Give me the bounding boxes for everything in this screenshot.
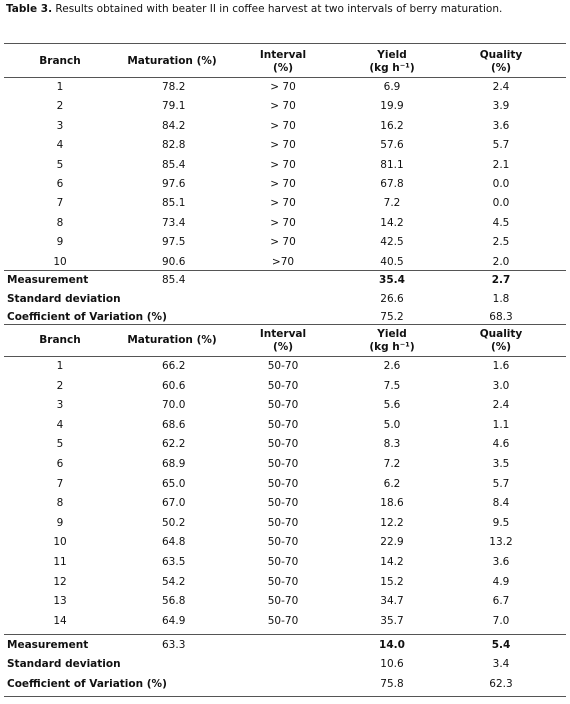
col-branch-header: Branch bbox=[39, 55, 81, 67]
cell-maturation: 82.8 bbox=[162, 139, 186, 151]
measurement-label: Measurement bbox=[7, 274, 89, 286]
cell-maturation: 78.2 bbox=[162, 81, 186, 93]
cell-interval: 50-70 bbox=[267, 419, 299, 431]
cell-interval: > 70 bbox=[270, 81, 296, 93]
cell-branch: 10 bbox=[53, 536, 67, 548]
col-quality-header-2: Quality bbox=[479, 328, 523, 340]
mid-rule bbox=[4, 324, 566, 325]
cell-yield: 6.2 bbox=[383, 478, 401, 490]
cell-quality: 13.2 bbox=[489, 536, 513, 548]
cell-branch: 11 bbox=[53, 556, 67, 568]
cell-quality: 5.7 bbox=[492, 478, 510, 490]
cell-branch: 8 bbox=[56, 217, 64, 229]
cell-quality: 6.7 bbox=[492, 595, 510, 607]
cell-interval: 50-70 bbox=[267, 458, 299, 470]
measurement-yield-2: 14.0 bbox=[379, 639, 405, 651]
std-label-2: Standard deviation bbox=[7, 658, 121, 670]
cv-yield-2: 75.8 bbox=[380, 678, 404, 690]
cell-branch: 8 bbox=[56, 497, 64, 509]
top-rule bbox=[4, 43, 566, 44]
cv-label-2: Coefficient of Variation (%) bbox=[7, 678, 167, 690]
cell-branch: 9 bbox=[56, 236, 64, 248]
cell-yield: 14.2 bbox=[380, 217, 404, 229]
col-branch-header-2: Branch bbox=[39, 334, 81, 346]
col-quality-unit: (%) bbox=[490, 62, 512, 74]
cv-yield: 75.2 bbox=[380, 311, 404, 323]
cell-interval: 50-70 bbox=[267, 595, 299, 607]
cell-maturation: 65.0 bbox=[162, 478, 186, 490]
col-yield-header-2: Yield bbox=[377, 328, 407, 340]
cell-quality: 2.4 bbox=[492, 81, 510, 93]
std-quality: 1.8 bbox=[492, 293, 510, 305]
cell-branch: 1 bbox=[56, 360, 64, 372]
cell-quality: 2.0 bbox=[492, 256, 510, 268]
cell-maturation: 85.1 bbox=[162, 197, 186, 209]
cell-quality: 0.0 bbox=[492, 178, 510, 190]
cell-maturation: 54.2 bbox=[162, 576, 186, 588]
cell-maturation: 70.0 bbox=[162, 399, 186, 411]
cell-yield: 67.8 bbox=[380, 178, 404, 190]
cell-yield: 40.5 bbox=[380, 256, 404, 268]
cell-interval: 50-70 bbox=[267, 576, 299, 588]
cell-maturation: 60.6 bbox=[162, 380, 186, 392]
cell-branch: 3 bbox=[56, 120, 64, 132]
table-caption-text: Results obtained with beater II in coffee harvest at two intervals of berry maturation. bbox=[52, 3, 503, 15]
cell-yield: 5.6 bbox=[383, 399, 401, 411]
cell-interval: >70 bbox=[271, 256, 295, 268]
cell-maturation: 79.1 bbox=[162, 100, 186, 112]
cell-maturation: 50.2 bbox=[162, 517, 186, 529]
cell-yield: 34.7 bbox=[380, 595, 404, 607]
cell-quality: 4.9 bbox=[492, 576, 510, 588]
cell-branch: 2 bbox=[56, 380, 64, 392]
cell-interval: > 70 bbox=[270, 159, 296, 171]
cell-branch: 1 bbox=[56, 81, 64, 93]
cell-yield: 22.9 bbox=[380, 536, 404, 548]
cell-quality: 2.1 bbox=[492, 159, 510, 171]
table-caption bbox=[6, 3, 502, 15]
cell-branch: 4 bbox=[56, 139, 64, 151]
table-number: Table 3. bbox=[6, 3, 53, 15]
cell-maturation: 68.9 bbox=[162, 458, 186, 470]
cell-yield: 5.0 bbox=[383, 419, 401, 431]
std-quality-2: 3.4 bbox=[492, 658, 510, 670]
cell-interval: 50-70 bbox=[267, 517, 299, 529]
cell-yield: 18.6 bbox=[380, 497, 404, 509]
cell-maturation: 64.9 bbox=[162, 615, 186, 627]
cell-branch: 3 bbox=[56, 399, 64, 411]
cell-maturation: 73.4 bbox=[162, 217, 186, 229]
cell-yield: 7.5 bbox=[383, 380, 401, 392]
col-maturation-header-2: Maturation (%) bbox=[127, 334, 217, 346]
measurement-maturation-2: 63.3 bbox=[162, 639, 186, 651]
cell-interval: 50-70 bbox=[267, 615, 299, 627]
cell-quality: 3.5 bbox=[492, 458, 510, 470]
cell-yield: 15.2 bbox=[380, 576, 404, 588]
cell-quality: 0.0 bbox=[492, 197, 510, 209]
cell-maturation: 62.2 bbox=[162, 438, 186, 450]
col-maturation-header: Maturation (%) bbox=[127, 55, 217, 67]
col-quality-header: Quality bbox=[479, 49, 523, 61]
cell-interval: > 70 bbox=[270, 139, 296, 151]
cell-quality: 3.6 bbox=[492, 120, 510, 132]
cell-quality: 3.6 bbox=[492, 556, 510, 568]
cell-branch: 2 bbox=[56, 100, 64, 112]
cell-branch: 7 bbox=[56, 478, 64, 490]
cell-quality: 4.6 bbox=[492, 438, 510, 450]
cell-maturation: 90.6 bbox=[162, 256, 186, 268]
cell-branch: 13 bbox=[53, 595, 67, 607]
std-yield: 26.6 bbox=[380, 293, 404, 305]
cell-quality: 1.6 bbox=[492, 360, 510, 372]
cell-maturation: 84.2 bbox=[162, 120, 186, 132]
cell-interval: 50-70 bbox=[267, 399, 299, 411]
col-interval-unit: (%) bbox=[272, 62, 294, 74]
cell-yield: 14.2 bbox=[380, 556, 404, 568]
cell-interval: > 70 bbox=[270, 100, 296, 112]
measurement-label-2: Measurement bbox=[7, 639, 89, 651]
cell-quality: 3.0 bbox=[492, 380, 510, 392]
measurement-yield: 35.4 bbox=[379, 274, 405, 286]
cell-maturation: 67.0 bbox=[162, 497, 186, 509]
cell-quality: 2.4 bbox=[492, 399, 510, 411]
cell-quality: 2.5 bbox=[492, 236, 510, 248]
col-interval-header-2: Interval bbox=[259, 328, 307, 340]
cell-quality: 9.5 bbox=[492, 517, 510, 529]
cell-quality: 1.1 bbox=[492, 419, 510, 431]
measurement-quality: 2.7 bbox=[491, 274, 511, 286]
cell-interval: 50-70 bbox=[267, 556, 299, 568]
col-yield-header: Yield bbox=[377, 49, 407, 61]
cell-yield: 35.7 bbox=[380, 615, 404, 627]
cell-interval: 50-70 bbox=[267, 536, 299, 548]
cell-yield: 57.6 bbox=[380, 139, 404, 151]
col-yield-unit-2: (kg h⁻¹) bbox=[369, 341, 415, 353]
cell-branch: 7 bbox=[56, 197, 64, 209]
cell-branch: 5 bbox=[56, 438, 64, 450]
cell-maturation: 68.6 bbox=[162, 419, 186, 431]
cell-branch: 4 bbox=[56, 419, 64, 431]
cell-interval: > 70 bbox=[270, 236, 296, 248]
cell-interval: > 70 bbox=[270, 178, 296, 190]
cell-maturation: 85.4 bbox=[162, 159, 186, 171]
cell-yield: 2.6 bbox=[383, 360, 401, 372]
cv-quality-2: 62.3 bbox=[489, 678, 513, 690]
header-rule-1 bbox=[4, 77, 566, 78]
cell-yield: 7.2 bbox=[383, 197, 401, 209]
cell-yield: 12.2 bbox=[380, 517, 404, 529]
std-label: Standard deviation bbox=[7, 293, 121, 305]
cell-interval: > 70 bbox=[270, 120, 296, 132]
bottom-rule bbox=[4, 696, 566, 697]
cell-quality: 3.9 bbox=[492, 100, 510, 112]
cv-label: Coefficient of Variation (%) bbox=[7, 311, 167, 323]
std-yield-2: 10.6 bbox=[380, 658, 404, 670]
col-interval-header: Interval bbox=[259, 49, 307, 61]
section-2-rule bbox=[4, 634, 566, 635]
cell-branch: 10 bbox=[53, 256, 67, 268]
cell-yield: 81.1 bbox=[380, 159, 404, 171]
col-yield-unit: (kg h⁻¹) bbox=[369, 62, 415, 74]
cell-yield: 6.9 bbox=[383, 81, 401, 93]
cell-yield: 19.9 bbox=[380, 100, 404, 112]
cell-yield: 7.2 bbox=[383, 458, 401, 470]
cell-maturation: 64.8 bbox=[162, 536, 186, 548]
cell-maturation: 63.5 bbox=[162, 556, 186, 568]
cell-interval: 50-70 bbox=[267, 438, 299, 450]
header-rule-2 bbox=[4, 356, 566, 357]
cell-quality: 8.4 bbox=[492, 497, 510, 509]
cell-branch: 5 bbox=[56, 159, 64, 171]
cell-interval: 50-70 bbox=[267, 478, 299, 490]
cell-interval: 50-70 bbox=[267, 497, 299, 509]
measurement-quality-2: 5.4 bbox=[491, 639, 511, 651]
cell-interval: 50-70 bbox=[267, 360, 299, 372]
cell-maturation: 97.6 bbox=[162, 178, 186, 190]
section-1-rule bbox=[4, 270, 566, 271]
col-interval-unit-2: (%) bbox=[272, 341, 294, 353]
cell-interval: > 70 bbox=[270, 217, 296, 229]
cell-branch: 12 bbox=[53, 576, 67, 588]
cell-quality: 7.0 bbox=[492, 615, 510, 627]
cell-maturation: 66.2 bbox=[162, 360, 186, 372]
cv-quality: 68.3 bbox=[489, 311, 513, 323]
cell-quality: 5.7 bbox=[492, 139, 510, 151]
measurement-maturation: 85.4 bbox=[162, 274, 186, 286]
cell-branch: 6 bbox=[56, 458, 64, 470]
cell-interval: 50-70 bbox=[267, 380, 299, 392]
cell-quality: 4.5 bbox=[492, 217, 510, 229]
cell-maturation: 97.5 bbox=[162, 236, 186, 248]
cell-maturation: 56.8 bbox=[162, 595, 186, 607]
cell-yield: 8.3 bbox=[383, 438, 401, 450]
cell-branch: 9 bbox=[56, 517, 64, 529]
cell-yield: 16.2 bbox=[380, 120, 404, 132]
cell-branch: 14 bbox=[53, 615, 67, 627]
cell-yield: 42.5 bbox=[380, 236, 404, 248]
cell-interval: > 70 bbox=[270, 197, 296, 209]
cell-branch: 6 bbox=[56, 178, 64, 190]
col-quality-unit-2: (%) bbox=[490, 341, 512, 353]
